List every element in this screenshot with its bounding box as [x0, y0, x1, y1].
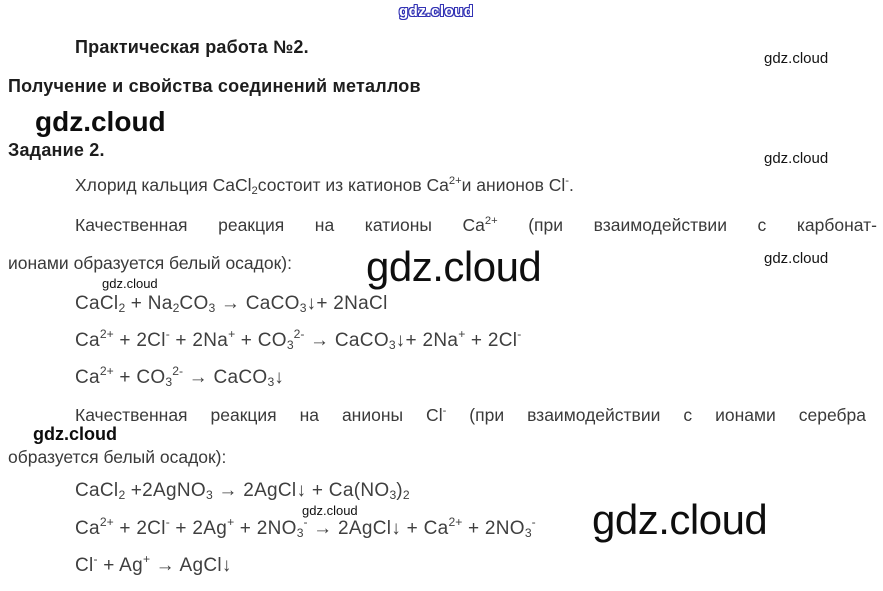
equation-1: CaCl$_2$ + $Na_2CO_3$ → CaCO$_3$↓+ 2NaCl	[75, 293, 388, 316]
watermark-right-1: gdz.cloud	[764, 50, 829, 67]
task-heading: Задание 2.	[8, 140, 105, 160]
watermark-center-large: gdz.cloud	[366, 243, 542, 290]
watermark-top: gdz.cloud	[399, 3, 474, 20]
watermark-small-1: gdz.cloud	[102, 276, 158, 291]
paragraph-2-line-2: ионами образуется белый осадок):	[8, 253, 292, 273]
watermark-right-2: gdz.cloud	[764, 150, 829, 167]
equation-6: Cl- + Ag+ → AgCl↓	[75, 552, 232, 576]
title-line-1: Практическая работа №2.	[75, 37, 309, 57]
watermark-left-large: gdz.cloud	[35, 106, 166, 137]
equation-3: $Ca^{2+} + CO_3^{2-}$ → CaCO$_3$↓	[75, 364, 285, 390]
paragraph-2-line-1: Качественная реакция на катионы $Ca^{2+}$ (при взаимодействии с карбонат-	[75, 215, 877, 235]
watermark-small-2: gdz.cloud	[302, 503, 358, 518]
watermark-left-bold: gdz.cloud	[33, 424, 117, 444]
paragraph-3-line-2: образуется белый осадок):	[8, 447, 227, 467]
equation-2: $Ca^{2+} + 2Cl^- + 2Na^+ + CO_3^{2-}$ → CaCO$_3$↓+ 2Na+ + 2Cl-	[75, 327, 522, 353]
paragraph-1: Хлорид кальция CaCl$_2$состоит из катионов $Ca^{2+}и$ анионов Cl-.	[75, 175, 574, 198]
equation-5: $Ca^{2+} + 2Cl^- + 2Ag^+ + 2NO_3^-$ → 2AgCl↓ + $Ca^{2+} + 2NO_3^-$	[75, 515, 536, 541]
watermark-bottom-large: gdz.cloud	[592, 496, 768, 543]
watermark-right-3: gdz.cloud	[764, 250, 829, 267]
title-line-2: Получение и свойства соединений металлов	[8, 76, 421, 96]
paragraph-3-line-1: Качественная реакция на анионы Cl- (при взаимодействии с ионами серебра	[75, 405, 866, 425]
equation-4: CaCl$_2$ +2AgNO$_3$ → 2AgCl↓ + $Ca(NO_3)_2$	[75, 480, 410, 503]
